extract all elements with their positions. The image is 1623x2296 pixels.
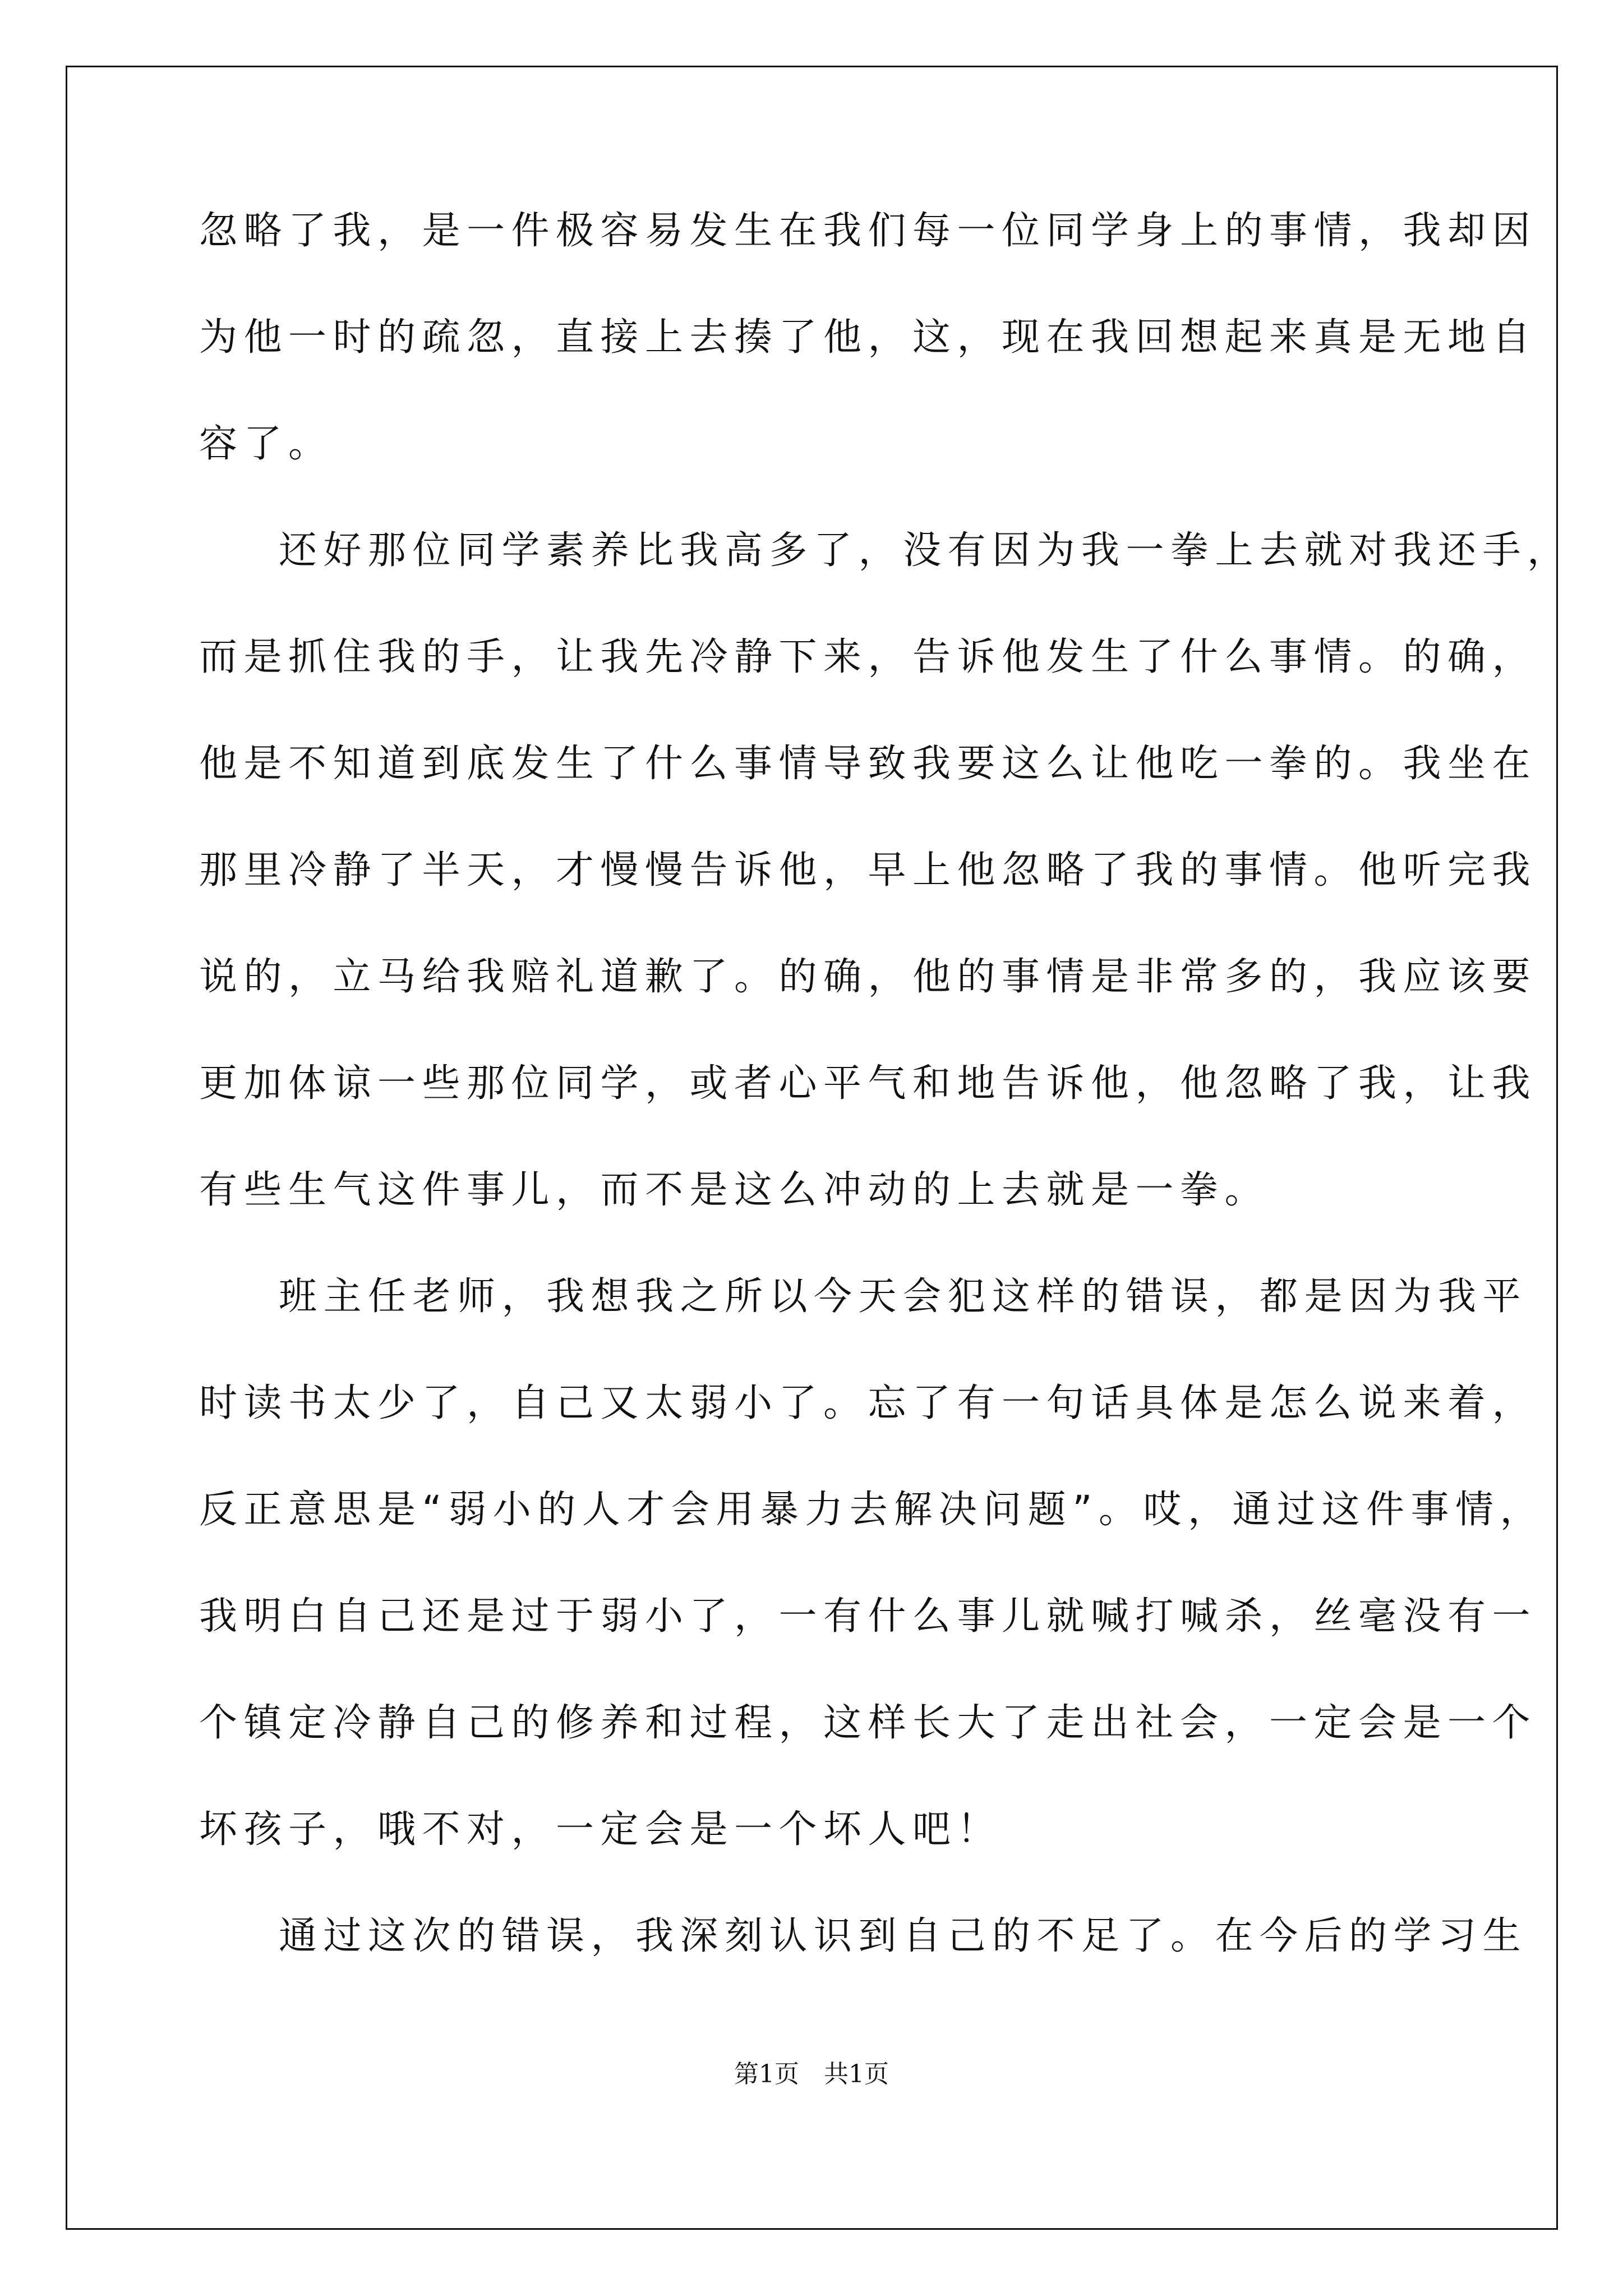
text-line: 反正意思是“弱小的人才会用暴力去解决问题”。哎，通过这件事情， [199,1488,1544,1532]
text-line: 更加体谅一些那位同学，或者心平气和地告诉他，他忽略了我，让我 [199,1061,1537,1106]
text-line: 忽略了我，是一件极容易发生在我们每一位同学身上的事情，我却因 [199,209,1537,253]
text-line: 个镇定冷静自己的修养和过程，这样长大了走出社会，一定会是一个 [199,1701,1537,1745]
text-line: 容了。 [199,422,333,466]
text-line: 班主任老师，我想我之所以今天会犯这样的错误，都是因为我平 [279,1274,1528,1319]
page-border [66,66,1558,2230]
text-line: 为他一时的疏忽，直接上去揍了他，这，现在我回想起来真是无地自 [199,315,1537,360]
text-line: 而是抓住我的手，让我先冷静下来，告诉他发生了什么事情。的确， [199,635,1537,679]
text-line: 那里冷静了半天，才慢慢告诉他，早上他忽略了我的事情。他听完我 [199,848,1537,892]
text-line: 通过这次的错误，我深刻认识到自己的不足了。在今后的学习生 [279,1914,1528,1958]
text-line: 他是不知道到底发生了什么事情导致我要这么让他吃一拳的。我坐在 [199,742,1537,786]
text-line: 时读书太少了，自己又太弱小了。忘了有一句话具体是怎么说来着， [199,1381,1537,1425]
page-number: 第1页 [734,2060,799,2088]
text-line: 有些生气这件事儿，而不是这么冲动的上去就是一拳。 [199,1168,1270,1212]
page-total: 共1页 [824,2060,889,2088]
page-footer [0,2058,1623,2091]
text-line: 坏孩子，哦不对，一定会是一个坏人吧！ [199,1807,1002,1852]
text-line: 我明白自己还是过于弱小了，一有什么事儿就喊打喊杀，丝毫没有一 [199,1594,1537,1639]
text-line: 还好那位同学素养比我高多了，没有因为我一拳上去就对我还手， [279,528,1572,573]
text-line: 说的，立马给我赔礼道歉了。的确，他的事情是非常多的，我应该要 [199,955,1537,999]
